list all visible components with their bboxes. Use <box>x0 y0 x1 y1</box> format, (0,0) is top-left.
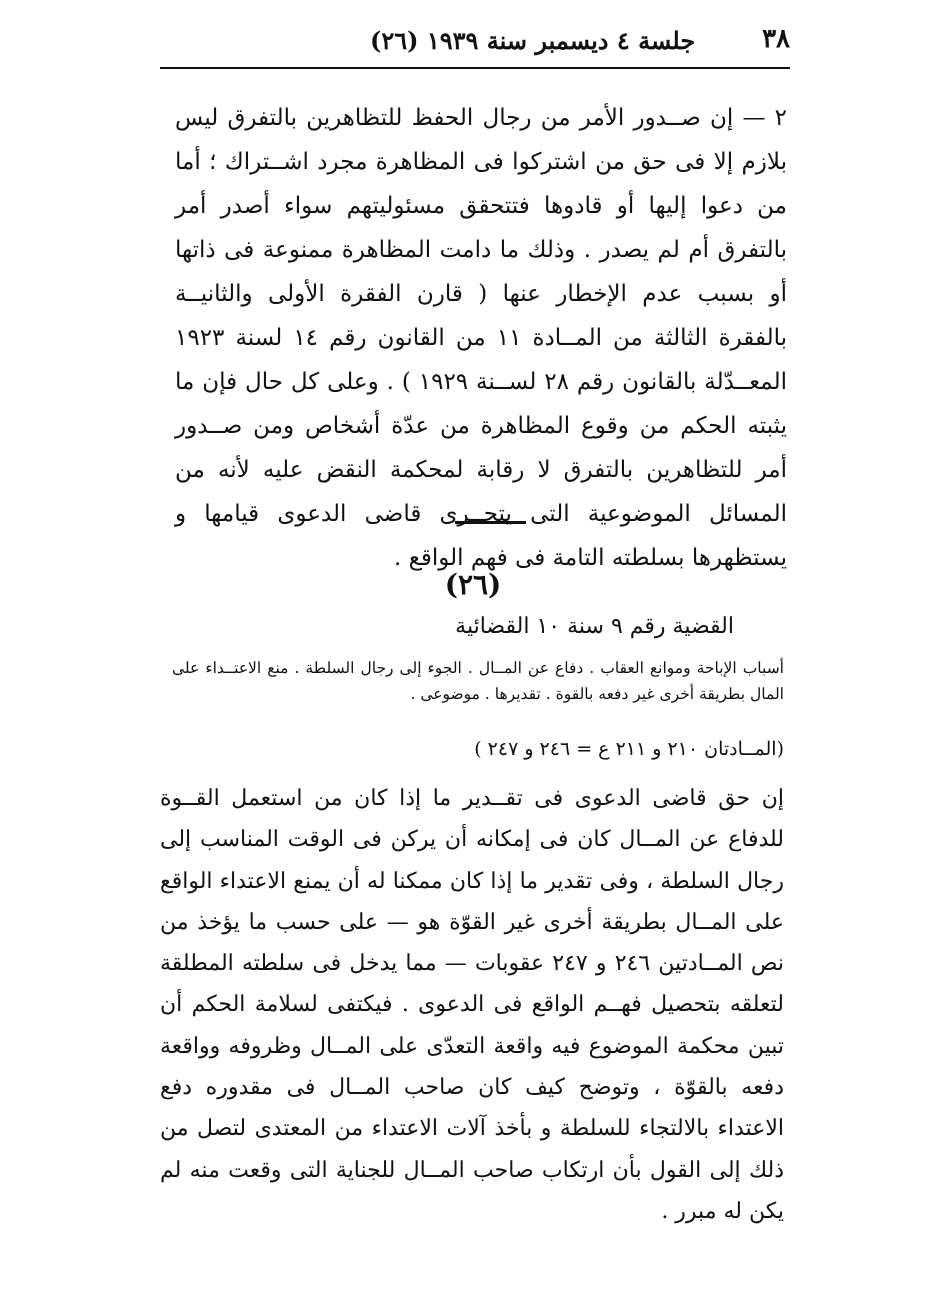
header-rule <box>160 67 790 69</box>
section-divider <box>455 521 526 524</box>
case-number: (٢٦) <box>444 568 502 601</box>
page-number: ٣٨ <box>762 24 790 54</box>
case-reference: القضية رقم ٩ سنة ١٠ القضائية <box>455 614 734 639</box>
running-head: جلسة ٤ ديسمبر سنة ١٩٣٩ (٢٦) <box>370 26 696 55</box>
case-articles: (المــادتان ٢١٠ و ٢١١ ع = ٢٤٦ و ٢٤٧ ) <box>474 738 784 760</box>
case-summary: أسباب الإباحة وموانع العقاب . دفاع عن المــال . الجوء إلى رجال السلطة . منع الاعتــداء على المال بطريقة أخرى غير دفعه بالقوة . تقديرها . موضوعى . <box>172 659 784 703</box>
paragraph-1: ٢ — إن صــدور الأمر من رجال الحفظ للتظاهرين بالتفرق ليس بلازم إلا فى حق من اشتركوا فى المظاهرة مجرد اشــتراك ؛ أما من دعوا إليها أو قادوها فتتحقق مسئوليتهم سواء أصدر أمر بالتفرق أم لم يصدر . وذلك ما دامت المظاهرة ممنوعة فى ذاتها أو بسبب عدم الإخطار عنها ( قارن الفقرة الأولى والثانيــة بالفقرة الثالثة من المــادة ١١ من القانون رقم ١٤ لسنة ١٩٢٣ المعــدّلة بالقانون رقم ٢٨ لســنة ١٩٢٩ ) . وعلى كل حال فإن ما يثبته الحكم من وقوع المظاهرة من عدّة أشخاص ومن صــدور أمر للتظاهرين بالتفرق لا رقابة لمحكمة النقض عليه لأنه من المسائل الموضوعية التى يتحــرى قاضى الدعوى قيامها و يستظهرها بسلطته التامة فى فهم الواقع . <box>175 105 787 571</box>
paragraph-2: إن حق قاضى الدعوى فى تقــدير ما إذا كان من استعمل القــوة للدفاع عن المــال كان فى إمكانه أن يركن فى الوقت المناسب إلى رجال السلطة ، وفى تقدير ما إذا كان ممكنا له أن يمنع الاعتداء الواقع على المــال بطريقة أخرى غير القوّة هو — على حسب ما يؤخذ من نص المــادتين ٢٤٦ و ٢٤٧ عقوبات — مما يدخل فى سلطته المطلقة لتعلقه بتحصيل فهــم الواقع فى الدعوى . فيكتفى لسلامة الحكم أن تبين محكمة الموضوع فيه واقعة التعدّى على المــال وظروفه وواقعة دفعه بالقوّة ، وتوضح كيف كان صاحب المــال فى مقدوره دفع الاعتداء بالالتجاء للسلطة و بأخذ آلات الاعتداء من المعتدى لتصل من ذلك إلى القول بأن ارتكاب صاحب المــال للجناية التى وقعت منه لم يكن له مبرر . <box>160 786 784 1224</box>
page-header <box>160 20 790 64</box>
